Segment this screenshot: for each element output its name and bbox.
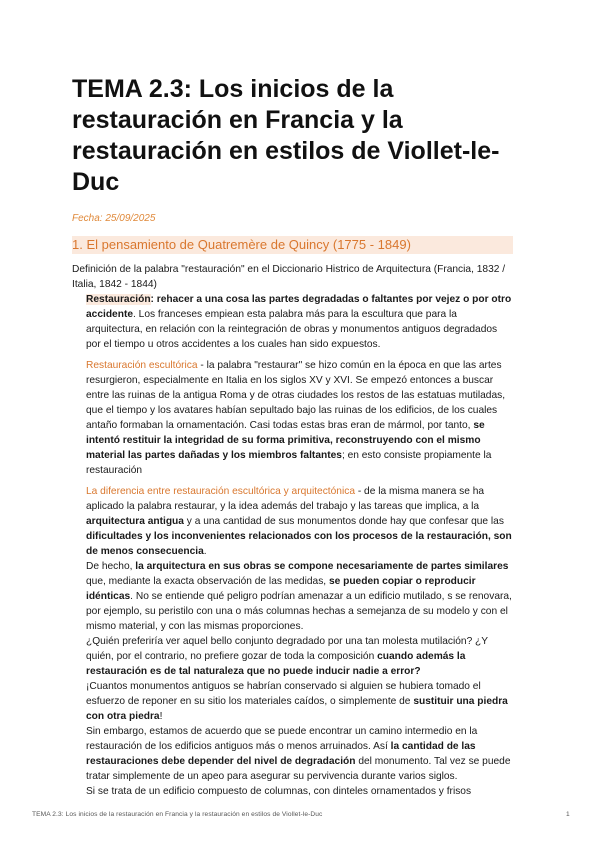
paragraph-sin-embargo	[86, 724, 514, 784]
text: ¿Quién preferiría ver aquel bello conjunto degradado por una tan molesta mutilación? ¿Y quién, por el contrario, no prefiere gozar de toda la composición	[86, 636, 488, 662]
page-title: TEMA 2.3: Los inicios de la restauración en Francia y la restauración en estilos de Viollet-le-Duc	[72, 75, 500, 196]
bold-text: dificultades y los inconvenientes relacionados con los procesos de la restauración, son de menos consecuencia	[86, 531, 512, 557]
bold-text: se pueden copiar o reproducir idénticas	[86, 576, 476, 602]
section-body	[86, 292, 514, 799]
text: . No se entiende qué peligro podrían amenazar a un edificio mutilado, s se renovara, por ejemplo, su peristilo con una o más columnas hechas a semejanza de su modelo y con el mismo material, y con las mismas proporciones.	[86, 591, 512, 632]
section-heading: 1. El pensamiento de Quatremère de Quincy (1775 - 1849)	[72, 237, 411, 252]
text: Sin embargo, estamos de acuerdo que se puede encontrar un camino intermedio en la restauración de los edificios antiguos más o menos arruinados. Así	[86, 726, 478, 752]
text: y a una cantidad de sus monumentos donde hay que confesar que las	[183, 516, 504, 527]
text: - la palabra "restaurar" se hizo común en la época en que las artes resurgieron, especialmente en Italia en los siglos XV y XVI. Se empezó entonces a buscar entre las ruinas de la antigua Roma y de otras ciudades los restos de las estatuas mutiladas, que el tiempo y los avatares habían sepultado bajo las ruinas de los edificios, de los cuales antaño formaban la ornamentación. Casi todas estas bras eran de mármol, por tanto,	[86, 360, 506, 431]
orange-term: La diferencia entre restauración escultórica y arquitectónica	[86, 486, 355, 497]
page-footer: TEMA 2.3: Los inicios de la restauración en Francia y la restauración en estilos de Viollet-le-Duc	[32, 811, 323, 818]
paragraph-diferencia	[86, 484, 514, 559]
text: De hecho,	[86, 561, 136, 572]
paragraph-si-se-trata	[86, 784, 514, 799]
paragraph-restauracion-escultorica	[86, 358, 514, 478]
highlighted-term: Restauración	[86, 294, 151, 305]
paragraph-restauracion	[86, 292, 514, 352]
paragraph-cuantos	[86, 679, 514, 724]
bold-text: la cantidad de las restauraciones debe depender del nivel de degradación	[86, 741, 476, 767]
bold-text: : rehacer a una cosa las partes degradadas o faltantes por vejez o por otro accidente	[86, 294, 512, 320]
text: !	[159, 711, 163, 722]
bold-text: se intentó restituir la integridad de su forma primitiva, reconstruyendo con el mismo material las partes dañadas y los miembros faltantes	[86, 420, 485, 461]
text: ; en esto consiste propiamente la restauración	[86, 450, 492, 476]
bold-text: arquitectura antigua	[86, 516, 184, 527]
text: - de la misma manera se ha aplicado la palabra restaurar, y la idea además del trabajo y las tareas que implica, a la	[86, 486, 485, 512]
text: del monumento. Tal vez se puede tratar simplemente de un apeo para asegurar su pervivencia durante varios siglos.	[86, 756, 511, 782]
text: ¡Cuantos monumentos antiguos se habrían conservado si alguien se hubiera tomado el esfuerzo de reponer en su sitio los materiales caídos, o simplemente de	[86, 681, 481, 707]
text: Si se trata de un edificio compuesto de columnas, con dinteles ornamentados y frisos	[86, 786, 472, 797]
definition-intro: Definición de la palabra "restauración" en el Diccionario Histrico de Arquitectura (Francia, 1832 / Italia, 1842 - 1844)	[72, 264, 506, 290]
page-number: 1	[566, 811, 570, 818]
bold-text: la arquitectura en sus obras se compone necesariamente de partes similares	[135, 561, 509, 572]
text: .	[203, 546, 207, 557]
orange-term: Restauración escultórica	[86, 360, 198, 371]
paragraph-quien	[86, 634, 514, 679]
text: . Los franceses empiean esta palabra más para la escultura que para la arquitectura, en relación con la reintegración de obras y monumentos antiguos degradados por el tiempo u otros accidentes a los cuales han sido expuestos.	[86, 309, 498, 350]
document-date: Fecha: 25/09/2025	[72, 213, 156, 224]
bold-text: cuando además la restauración es de tal naturaleza que no puede inducir nadie a error?	[86, 651, 466, 677]
text: que, mediante la exacta observación de las medidas,	[86, 576, 329, 587]
bold-text: sustituir una piedra con otra piedra	[86, 696, 508, 722]
paragraph-de-hecho	[86, 559, 514, 634]
